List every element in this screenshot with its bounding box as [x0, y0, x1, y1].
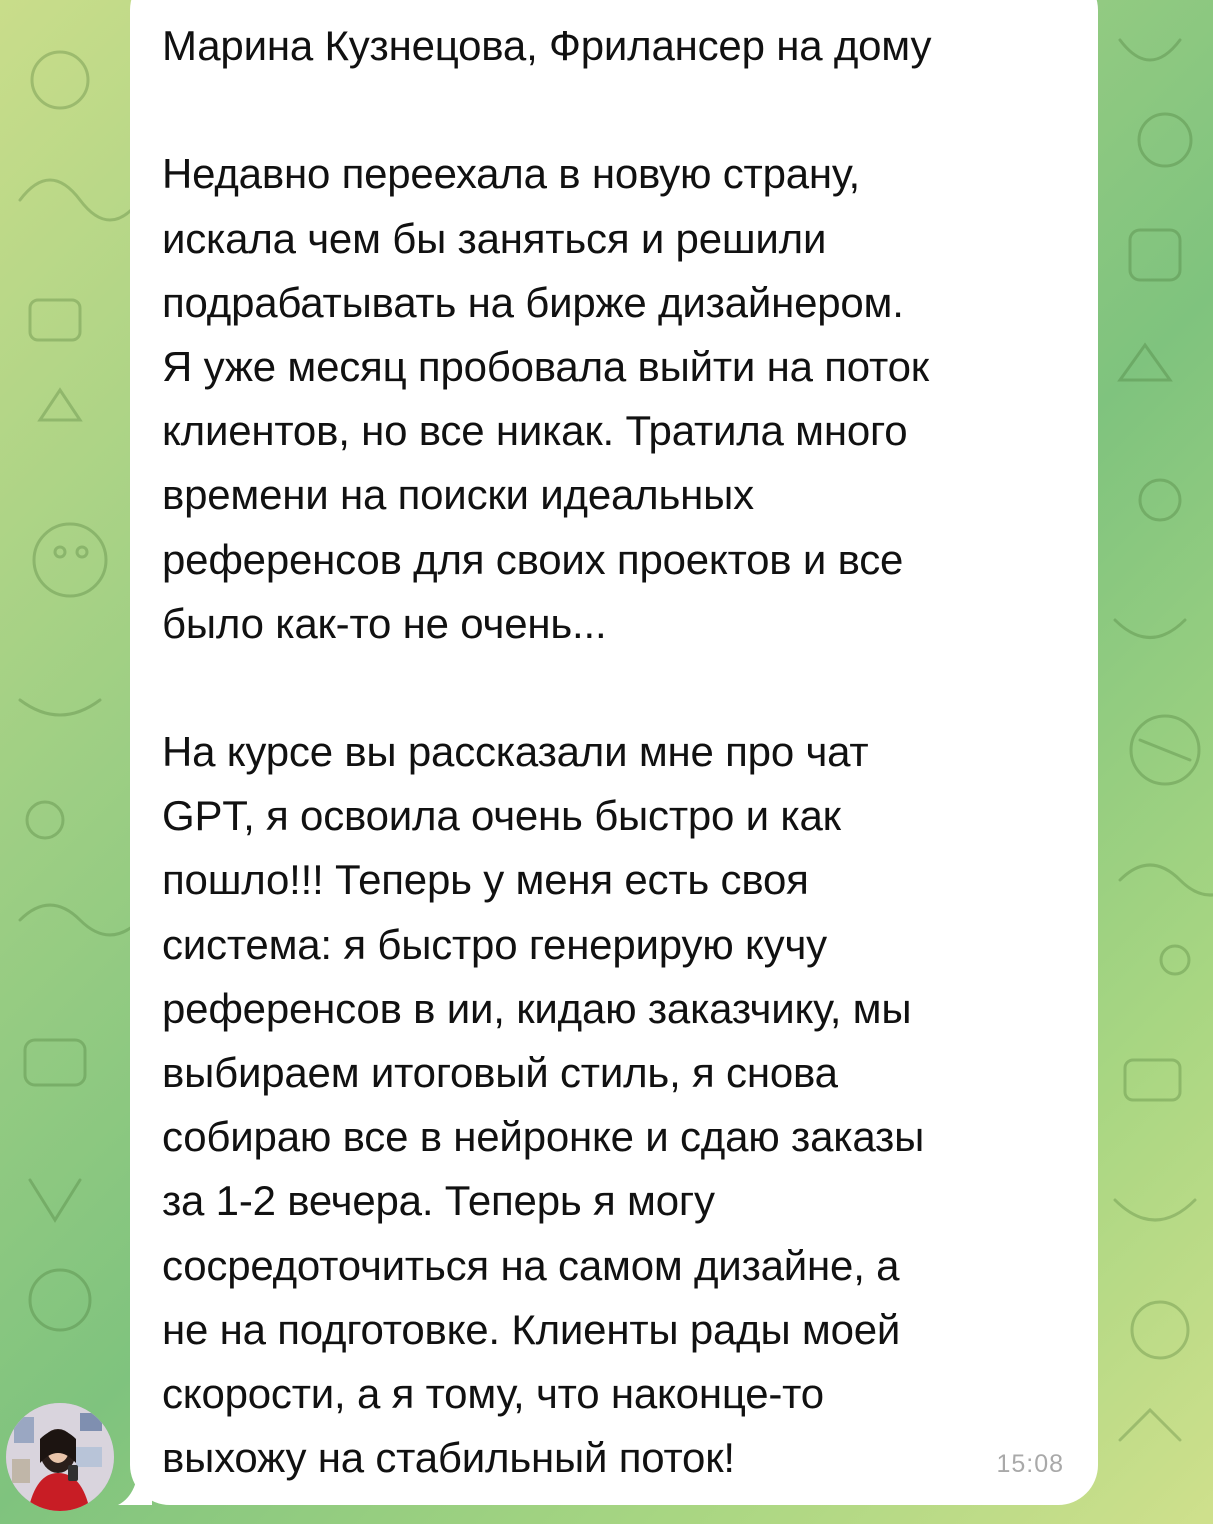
message-line: референсов для своих проектов и все — [162, 535, 904, 583]
message-line: клиентов, но все никак. Тратила много — [162, 407, 908, 455]
message-line: скорости, а я тому, что наконце-то — [162, 1369, 824, 1417]
message-line: не на подготовке. Клиенты рады моей — [162, 1305, 901, 1353]
message-bubble[interactable] — [130, 0, 1098, 1505]
message-line: Марина Кузнецова, Фрилансер на дому — [162, 22, 932, 69]
user-avatar[interactable] — [6, 1403, 114, 1511]
message-line: GPT, я освоила очень быстро и как — [162, 792, 841, 840]
message-line — [162, 656, 1062, 720]
message-line: подрабатывать на бирже дизайнером. — [162, 278, 904, 326]
message-line: сосредоточиться на самом дизайне, а — [162, 1241, 900, 1289]
message-line: На курсе вы рассказали мне про чат — [162, 728, 869, 776]
message-timestamp: 15:08 — [996, 1450, 1064, 1478]
message-line — [162, 78, 1062, 142]
message-line: Я уже месяц пробовала выйти на поток — [162, 342, 929, 390]
avatar-photo-icon — [6, 1403, 114, 1511]
message-line: времени на поиски идеальных — [162, 471, 754, 519]
message-line: было как-то не очень... — [162, 599, 607, 647]
message-line: Недавно переехала в новую страну, — [162, 150, 860, 198]
message-text — [162, 14, 1062, 1490]
message-line: искала чем бы заняться и решили — [162, 214, 827, 262]
message-line: собираю все в нейронке и сдаю заказы — [162, 1113, 925, 1161]
message-line: за 1-2 вечера. Теперь я могу — [162, 1177, 715, 1225]
message-line: выхожу на стабильный поток! — [162, 1434, 735, 1482]
message-line: референсов в ии, кидаю заказчику, мы — [162, 984, 912, 1032]
message-line: система: я быстро генерирую кучу — [162, 920, 827, 968]
bubble-tail-icon — [112, 1473, 152, 1505]
message-line: выбираем итоговый стиль, я снова — [162, 1049, 838, 1096]
message-line: пошло!!! Теперь у меня есть своя — [162, 856, 809, 904]
